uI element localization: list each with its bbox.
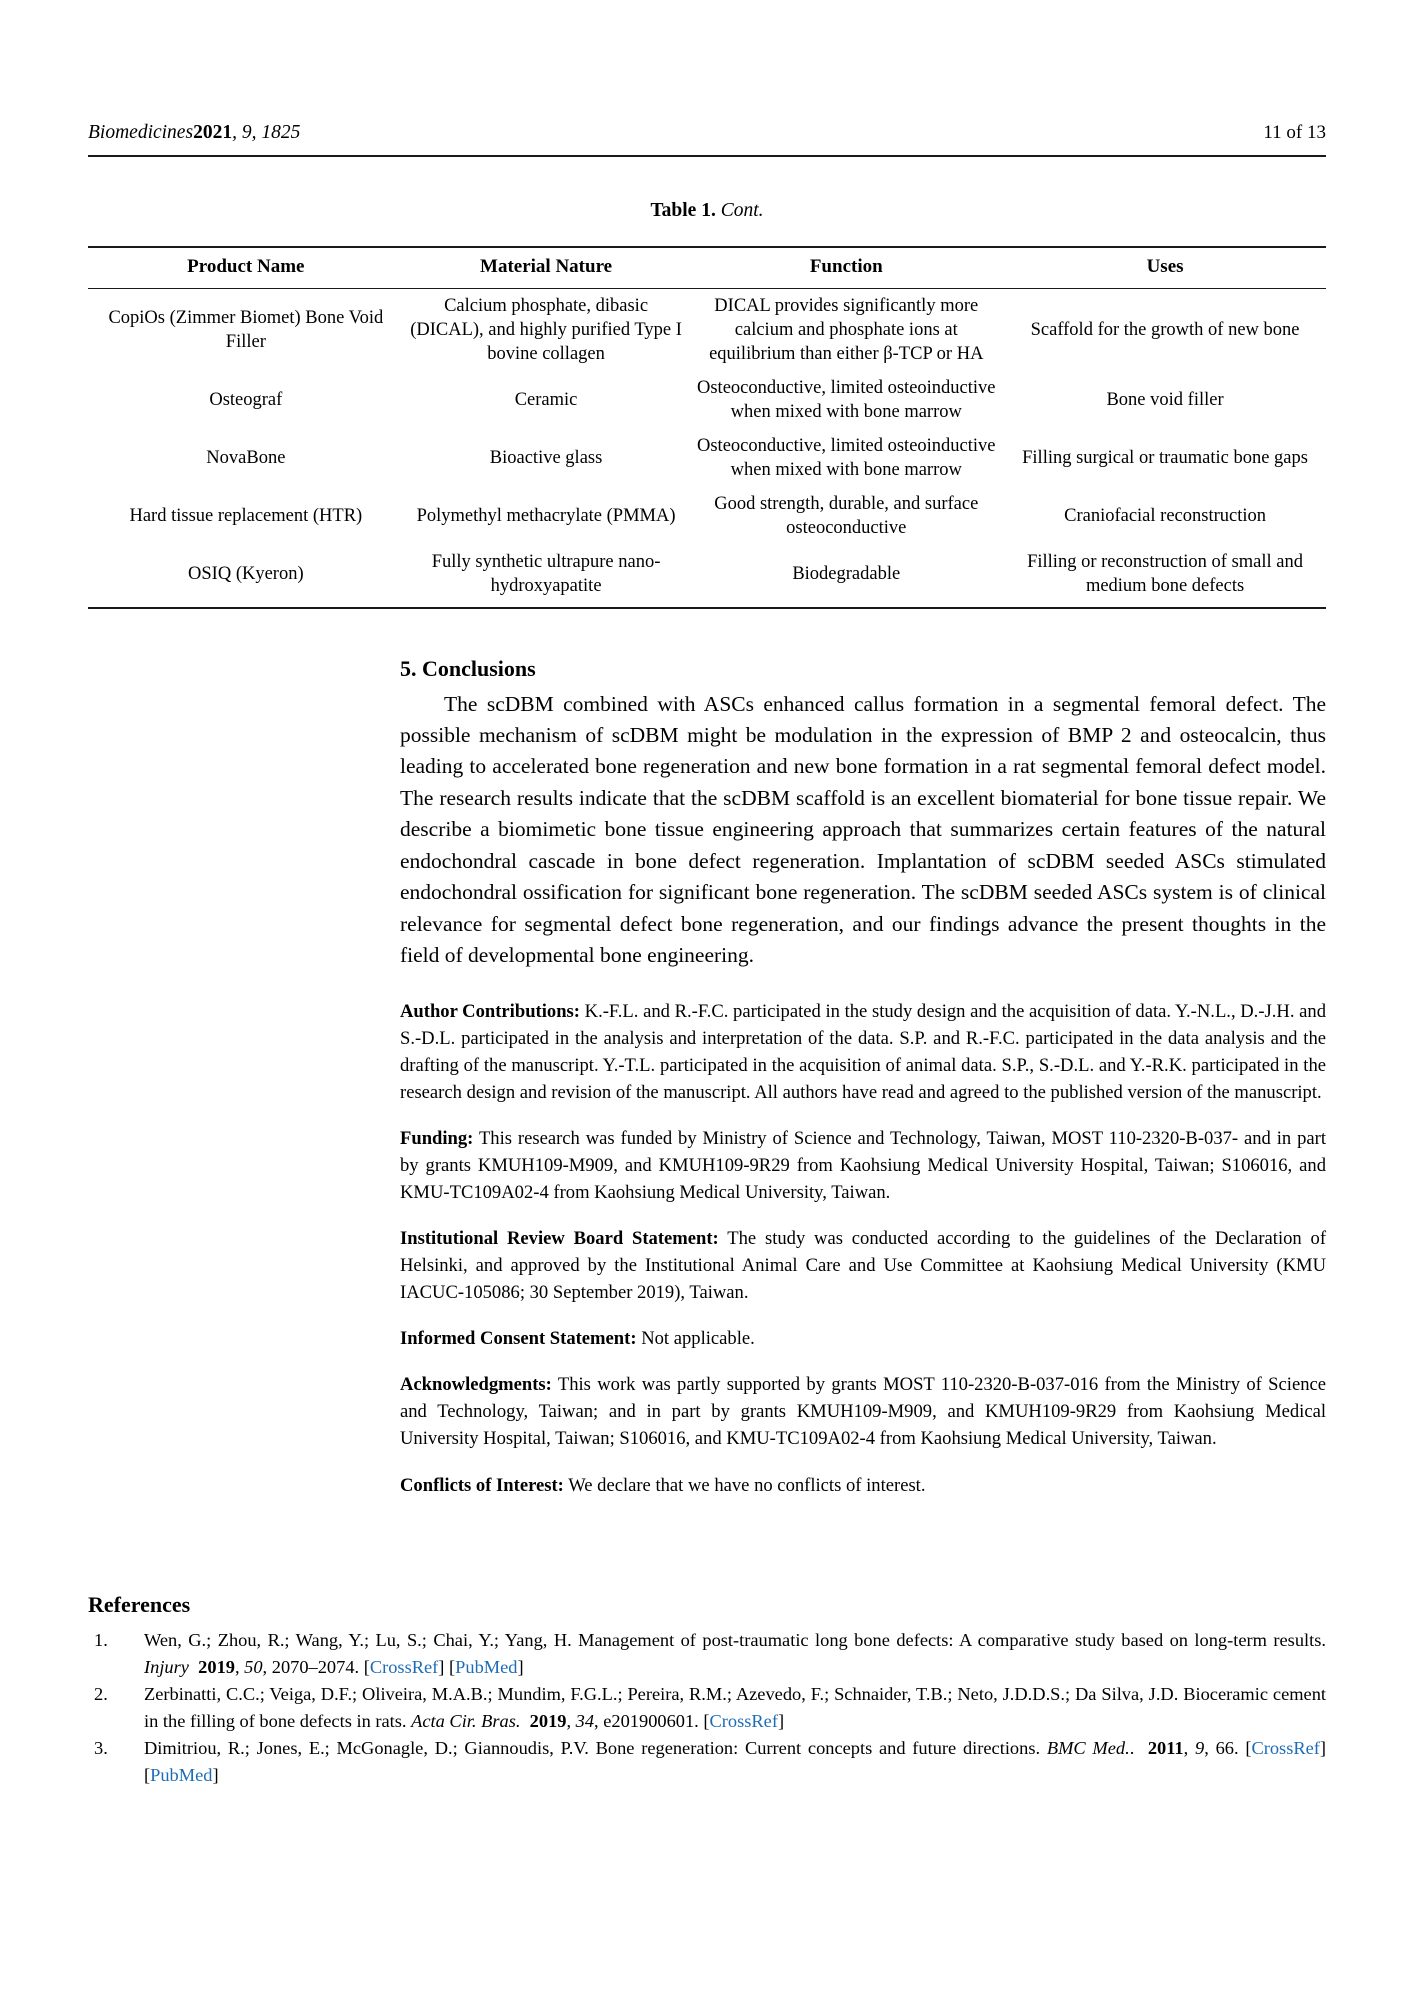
table-caption-label: Table 1.	[650, 200, 716, 221]
author-contributions-statement	[400, 998, 1326, 1106]
journal-citation	[88, 122, 300, 144]
journal-year: 2021	[193, 122, 233, 143]
acknowledgments-text: This work was partly supported by grants MOST 110-2320-B-037-016 from the Ministry of Science and Technology, Taiwan; and in part by grants KMUH109-M909, and KMUH109-9R29 from Kaohsiung Medical University Hospital, Taiwan; S106016, and KMU-TC109A02-4 from Kaohsiung Medical University, Taiwan.	[400, 1374, 1326, 1450]
table-caption	[88, 200, 1326, 222]
reference-link-group: [CrossRef]	[703, 1710, 785, 1731]
column-header-product-name: Product Name	[88, 247, 404, 288]
table-row	[88, 487, 1326, 545]
reference-sep: ,	[234, 1656, 245, 1677]
conflicts-text: We declare that we have no conflicts of interest.	[568, 1474, 926, 1496]
acknowledgments-statement	[400, 1371, 1326, 1452]
acknowledgments-label: Acknowledgments:	[400, 1374, 552, 1396]
journal-article-number: 1825	[261, 122, 301, 143]
reference-authors: Zerbinatti, C.C.; Veiga, D.F.; Oliveira, M.A.B.; Mundim, F.G.L.; Pereira, R.M.; Azevedo, F.; Schnaider, T.B.; Neto, J.D.D.S.; Da Silva, J.D.	[144, 1684, 1179, 1704]
reference-authors: Wen, G.; Zhou, R.; Wang, Y.; Lu, S.; Chai, Y.; Yang, H.	[144, 1630, 572, 1650]
reference-title: Management of post-traumatic long bone defects: A comparative study based on long-term results.	[578, 1630, 1327, 1650]
conflicts-of-interest-statement	[400, 1472, 1326, 1499]
table-row	[88, 429, 1326, 487]
irb-label: Institutional Review Board Statement:	[400, 1228, 719, 1250]
reference-journal: BMC Med.	[1046, 1738, 1130, 1758]
table-row	[88, 371, 1326, 429]
pubmed-link[interactable]: PubMed	[150, 1764, 213, 1785]
cell-product-name: Hard tissue replacement (HTR)	[129, 506, 363, 527]
table-row	[88, 288, 1326, 371]
reference-link-group: [PubMed]	[144, 1764, 219, 1785]
reference-journal: Injury	[144, 1656, 189, 1677]
author-contributions-label: Author Contributions:	[400, 1000, 580, 1022]
header-rule	[88, 155, 1326, 157]
reference-sep: ,	[594, 1710, 604, 1731]
reference-sep: .	[1129, 1738, 1135, 1758]
cell-uses: Bone void filler	[1106, 389, 1224, 410]
reference-link-group: [PubMed]	[449, 1656, 524, 1677]
author-contributions-text: K.-F.L. and R.-F.C. participated in the study design and the acquisition of data. Y.-N.L., D.-J.H. and S.-D.L. participated in the analysis and interpretation of the data. S.P. and R.-F.C. participated in the data analysis and the drafting of the manuscript. Y.-T.L. participated in the acquisition of animal data. S.P., S.-D.L. and Y.-R.K. participated in the research design and revision of the manuscript. All authors have read and agreed to the published version of the manuscript.	[400, 1000, 1326, 1103]
reference-sep: ,	[566, 1710, 576, 1731]
column-header-material-nature: Material Nature	[404, 247, 689, 288]
cell-uses: Scaffold for the growth of new bone	[1030, 319, 1300, 340]
reference-authors: Dimitriou, R.; Jones, E.; McGonagle, D.; Giannoudis, P.V.	[144, 1738, 589, 1758]
article-body	[400, 655, 1326, 1499]
cell-function: Osteoconductive, limited osteoinductive when mixed with bone marrow	[697, 377, 996, 422]
cell-uses: Filling surgical or traumatic bone gaps	[1022, 447, 1308, 468]
reference-item	[88, 1681, 1326, 1734]
page-folio: 11 of 13	[1263, 122, 1326, 143]
journal-comma-1: ,	[232, 122, 242, 143]
references-list	[88, 1627, 1326, 1788]
table-row	[88, 545, 1326, 608]
reference-sep: ,	[1183, 1738, 1195, 1758]
funding-statement	[400, 1125, 1326, 1206]
irb-text: The study was conducted according to the guidelines of the Declaration of Helsinki, and approved by the Institutional Animal Care and Use Committee at Kaohsiung Medical University (KMU IACUC-105086; 30 September 2019), Taiwan.	[400, 1228, 1327, 1304]
crossref-link[interactable]: CrossRef	[1251, 1738, 1320, 1758]
running-header	[88, 122, 1326, 144]
table-caption-note: Cont.	[720, 200, 764, 221]
cell-product-name: CopiOs (Zimmer Biomet) Bone Void Filler	[108, 307, 384, 352]
reference-volume: 34	[575, 1710, 595, 1731]
cell-material-nature: Calcium phosphate, dibasic (DICAL), and highly purified Type I bovine collagen	[410, 295, 682, 364]
reference-journal: Acta Cir. Bras.	[411, 1710, 521, 1731]
journal-name: Biomedicines	[88, 122, 194, 143]
cell-material-nature: Polymethyl methacrylate (PMMA)	[416, 506, 676, 527]
reference-year: 2019	[529, 1710, 567, 1731]
cell-function: Biodegradable	[688, 545, 1004, 608]
reference-pages: 2070–2074.	[271, 1656, 360, 1677]
crossref-link[interactable]: CrossRef	[709, 1710, 778, 1731]
reference-link-group: [CrossRef]	[363, 1656, 445, 1677]
cell-uses: Craniofacial reconstruction	[1064, 506, 1266, 527]
cell-uses: Filling or reconstruction of small and medium bone defects	[1004, 545, 1326, 608]
reference-pages: e201900601.	[603, 1710, 699, 1731]
cell-material-nature: Ceramic	[514, 389, 578, 410]
table-1	[88, 246, 1326, 609]
cell-product-name: OSIQ (Kyeron)	[88, 545, 404, 608]
irb-statement	[400, 1225, 1326, 1306]
reference-title: Bone regeneration: Current concepts and future directions.	[595, 1738, 1041, 1758]
cell-product-name: NovaBone	[206, 447, 286, 468]
back-matter	[400, 998, 1326, 1499]
cell-function: Good strength, durable, and surface osteoconductive	[714, 494, 979, 539]
informed-consent-text: Not applicable.	[641, 1328, 755, 1350]
reference-year: 2019	[198, 1656, 235, 1677]
crossref-link[interactable]: CrossRef	[369, 1656, 439, 1677]
column-header-function: Function	[688, 247, 1004, 288]
section-heading-conclusions: 5. Conclusions	[400, 656, 536, 681]
conclusions-paragraph: The scDBM combined with ASCs enhanced callus formation in a segmental femoral defect. The possible mechanism of scDBM might be modulation in the expression of BMP 2 and osteocalcin, thus leading to accelerated bone regeneration and new bone formation in a rat segmental femoral defect model. The research results indicate that the scDBM scaffold is an excellent biomaterial for bone tissue repair. We describe a biomimetic bone tissue engineering approach that summarizes certain features of the natural endochondral cascade in bone defect regeneration. Implantation of scDBM seeded ASCs stimulated endochondral ossification for significant bone regeneration. The scDBM seeded ASCs system is of clinical relevance for segmental defect bone regeneration, and our findings advance the present thoughts in the field of developmental bone engineering.	[400, 691, 1326, 968]
column-header-uses: Uses	[1004, 247, 1326, 288]
table-body	[88, 288, 1326, 608]
cell-function: Osteoconductive, limited osteoinductive when mixed with bone marrow	[697, 435, 996, 480]
reference-volume: 50	[244, 1656, 263, 1677]
reference-pages: 66.	[1215, 1738, 1239, 1758]
references-heading: References	[88, 1592, 191, 1617]
informed-consent-label: Informed Consent Statement:	[400, 1328, 637, 1350]
references-section	[88, 1592, 1326, 1789]
reference-volume: 9	[1195, 1738, 1205, 1758]
journal-comma-2: ,	[251, 122, 262, 143]
cell-material-nature: Fully synthetic ultrapure nano-hydroxyapatite	[404, 545, 689, 608]
conflicts-label: Conflicts of Interest:	[400, 1474, 564, 1496]
journal-volume: 9	[241, 122, 252, 143]
table-1-wrapper	[88, 246, 1326, 609]
cell-product-name: Osteograf	[209, 389, 283, 410]
reference-year: 2011	[1147, 1738, 1184, 1758]
reference-title: Bioceramic cement in the filling of bone defects in rats.	[144, 1684, 1326, 1731]
funding-label: Funding:	[400, 1128, 474, 1150]
reference-sep: ,	[1204, 1738, 1216, 1758]
cell-material-nature: Bioactive glass	[489, 447, 603, 468]
reference-item	[88, 1627, 1326, 1680]
reference-item	[88, 1735, 1326, 1788]
table-header	[88, 247, 1326, 288]
reference-link-group: [CrossRef]	[1245, 1738, 1327, 1758]
informed-consent-statement	[400, 1325, 1326, 1352]
reference-sep: ,	[262, 1656, 272, 1677]
funding-text: This research was funded by Ministry of Science and Technology, Taiwan, MOST 110-2320-B-037- and in part by grants KMUH109-M909, and KMUH109-9R29 from Kaohsiung Medical University Hospital, Taiwan; S106016, and KMU-TC109A02-4 from Kaohsiung Medical University, Taiwan.	[400, 1128, 1326, 1204]
table-header-row	[88, 247, 1326, 288]
reference-sep	[1141, 1738, 1148, 1758]
pubmed-link[interactable]: PubMed	[455, 1656, 518, 1677]
cell-function: DICAL provides significantly more calcium and phosphate ions at equilibrium than either β-TCP or HA	[709, 295, 984, 364]
